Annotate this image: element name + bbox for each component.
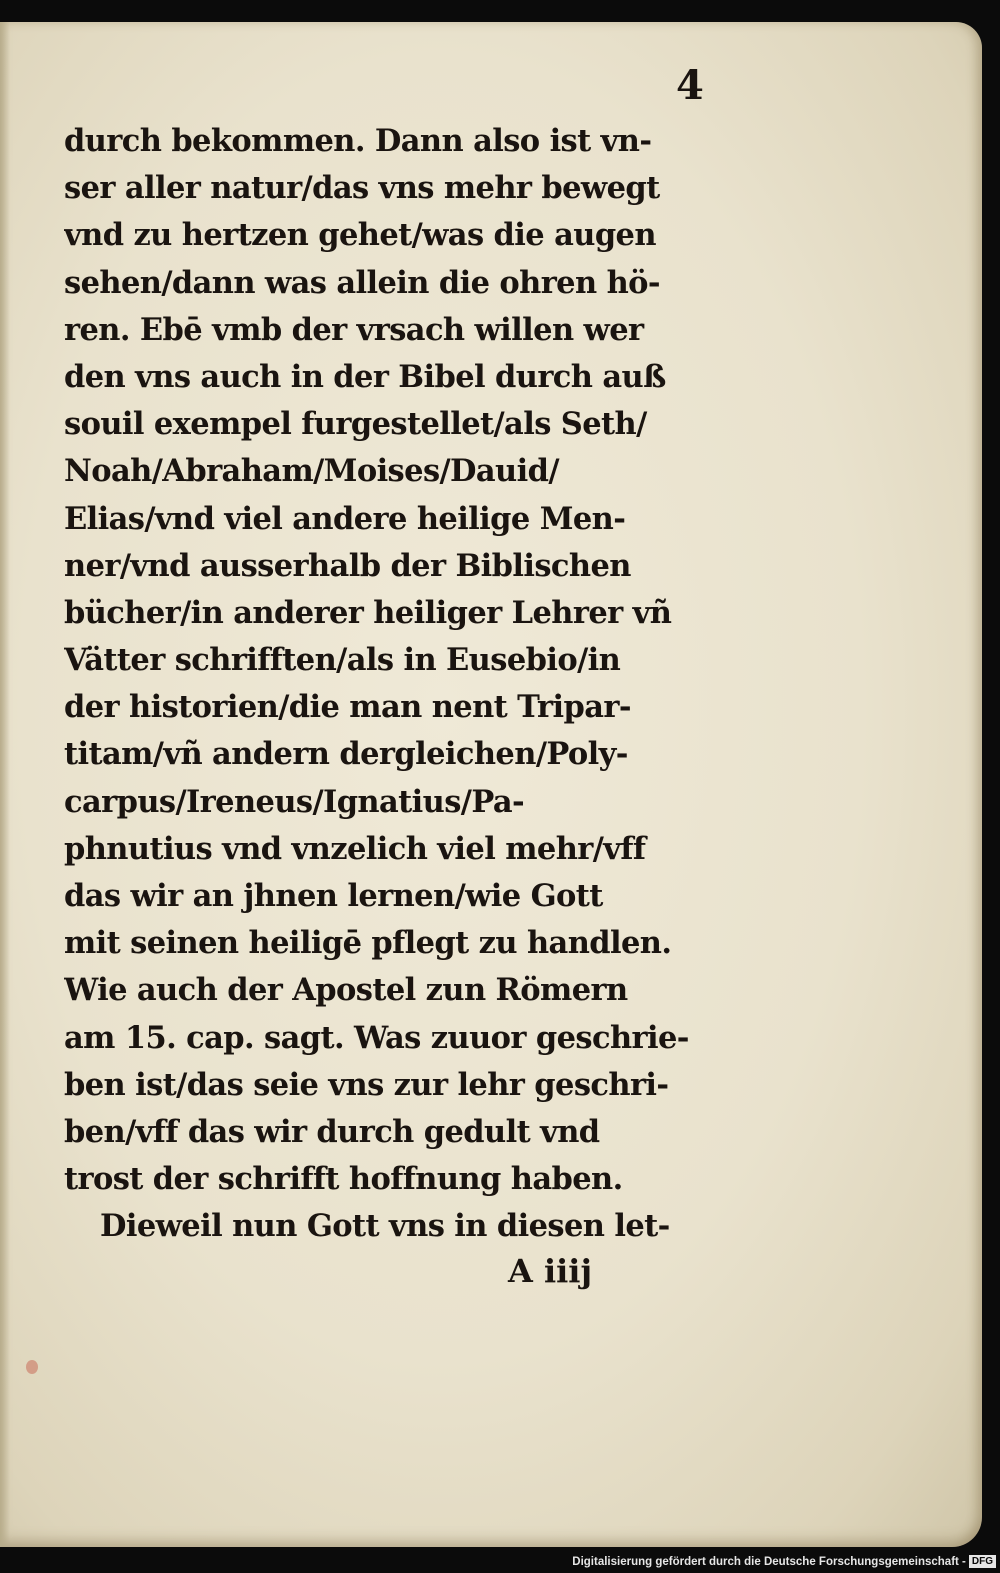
text-line: ben/vff das wir durch gedult vnd <box>64 1113 600 1150</box>
text-line: Wie auch der Apostel zun Römern <box>64 972 628 1009</box>
text-line: Elias/vnd viel andere heilige Men- <box>64 500 626 537</box>
page-text-block <box>64 118 734 1251</box>
dfg-logo-icon: DFG <box>969 1555 996 1568</box>
funding-credit-text: Digitalisierung gefördert durch die Deutsche Forschungsgemeinschaft - <box>572 1556 966 1568</box>
text-line: durch bekommen. Dann also ist vn- <box>64 123 652 159</box>
text-line: am 15. cap. sagt. Was zuuor geschrie- <box>64 1019 689 1056</box>
text-line: sehen/dann was allein die ohren hö- <box>64 264 660 301</box>
text-line: ner/vnd ausserhalb der Biblischen <box>64 547 631 584</box>
text-line: ben ist/das seie vns zur lehr geschri- <box>64 1066 669 1103</box>
text-line: phnutius vnd vnzelich viel mehr/vff <box>64 830 646 867</box>
page-gutter-shadow <box>0 22 10 1547</box>
text-line: trost der schrifft hoffnung haben. <box>64 1161 623 1198</box>
text-line: Dieweil nun Gott vns in diesen let- <box>100 1208 670 1245</box>
text-line: vnd zu hertzen gehet/was die augen <box>64 217 656 254</box>
text-line: den vns auch in der Bibel durch auß <box>64 358 666 395</box>
text-line: ren. Ebē vmb der vrsach willen wer <box>64 311 644 348</box>
paper-stain <box>26 1360 38 1374</box>
text-line: bücher/in anderer heiliger Lehrer vñ <box>64 594 672 631</box>
signature-mark: A iiij <box>508 1252 593 1290</box>
text-line: carpus/Ireneus/Ignatius/Pa- <box>64 783 525 820</box>
page-number: 4 <box>676 62 704 109</box>
text-line: mit seinen heiligē pflegt zu handlen. <box>64 925 672 962</box>
text-line: Noah/Abraham/Moises/Dauid/ <box>64 453 559 490</box>
text-line: titam/vñ andern dergleichen/Poly- <box>64 736 628 773</box>
text-line: der historien/die man nent Tripar- <box>64 689 631 726</box>
text-line: Vätter schrifften/als in Eusebio/in <box>64 642 621 679</box>
funding-credit <box>572 1555 996 1568</box>
text-line: souil exempel furgestellet/als Seth/ <box>64 406 647 443</box>
text-line: das wir an jhnen lernen/wie Gott <box>64 878 603 914</box>
text-line: ser aller natur/das vns mehr bewegt <box>64 170 660 207</box>
